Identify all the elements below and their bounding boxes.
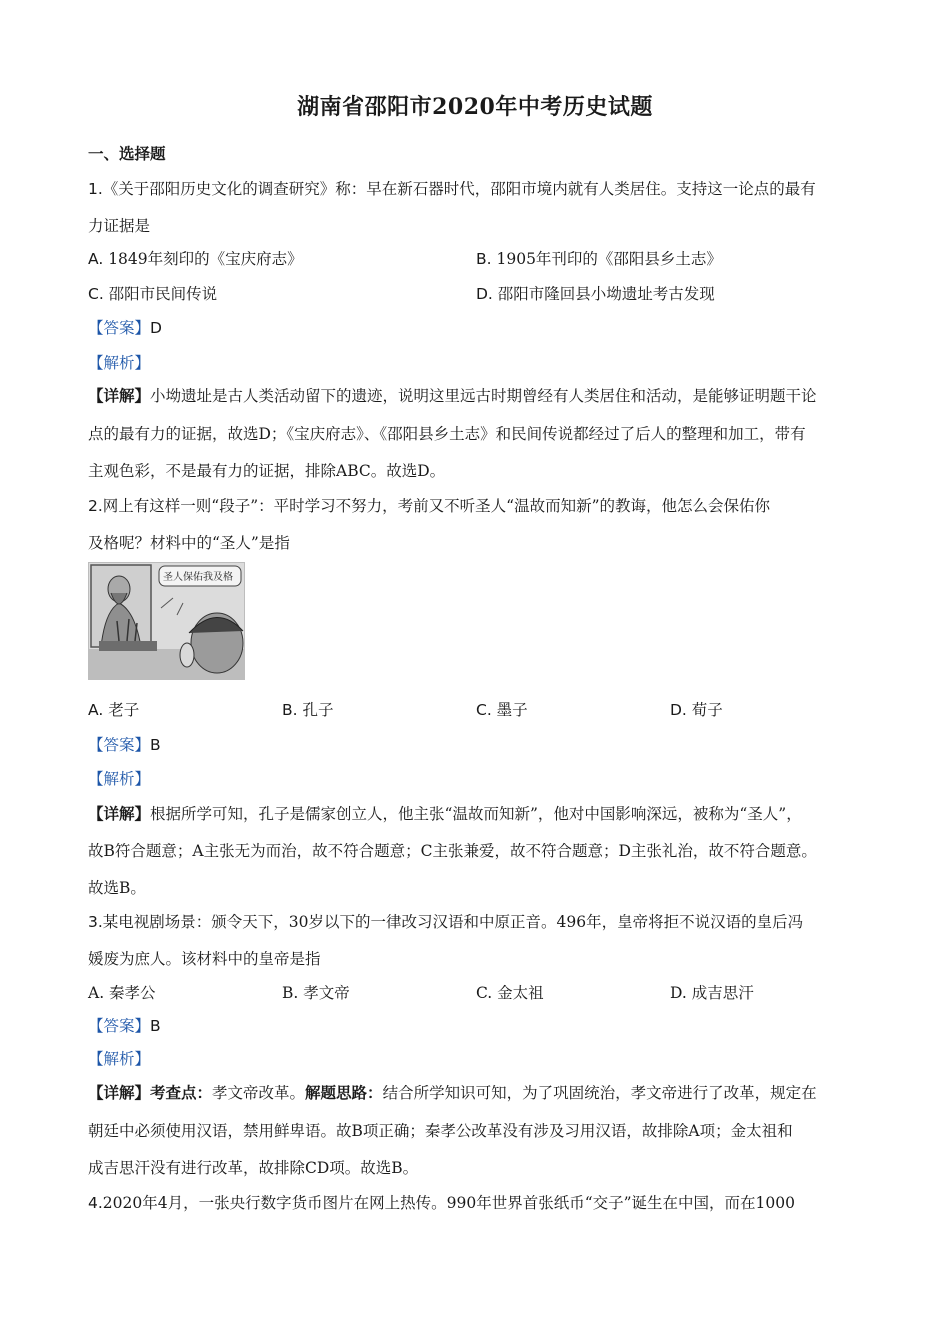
q3-detail: 【详解】考查点：孝文帝改革。解题思路：结合所学知识可知，为了巩固统治，孝文帝进行了改革，规定在 xyxy=(88,1083,817,1102)
page-title: 湖南省邵阳市2020年中考历史试题 xyxy=(297,94,653,120)
q3-detail-cont: 朝廷中必须使用汉语，禁用鲜卑语。故B项正确；秦孝公改革没有涉及习用汉语，故排除A项；金太祖和 xyxy=(88,1122,793,1140)
q1-detail: 【详解】小坳遗址是古人类活动留下的遗迹，说明这里远古时期曾经有人类居住和活动，是能够证明题干论 xyxy=(88,387,817,405)
question-4-stem: 4.2020年4月，一张央行数字货币图片在网上热传。990年世界首张纸币“交子”诞生在中国，而在1000 xyxy=(88,1194,795,1212)
confucius-cartoon-image xyxy=(88,562,245,680)
question-number: 1. xyxy=(88,180,103,198)
q2-detail: 【详解】根据所学可知，孔子是儒家创立人，他主张“温故而知新”，他对中国影响深远，被称为“圣人”， xyxy=(88,805,802,823)
q2-option-d: D. 荀子 xyxy=(670,701,723,719)
q3-analysis-label: 【解析】 xyxy=(88,1050,151,1068)
question-1-stem-cont: 力证据是 xyxy=(88,217,151,235)
q2-analysis-label: 【解析】 xyxy=(88,770,151,788)
question-3-stem-cont: 媛废为庶人。该材料中的皇帝是指 xyxy=(88,950,321,968)
question-2-stem: 2.网上有这样一则“段子”：平时学习不努力，考前又不听圣人“温故而知新”的教诲，他怎么会保佑你 xyxy=(88,497,770,515)
q1-option-a: A. 1849年刻印的《宝庆府志》 xyxy=(88,250,303,268)
q3-option-c: C. 金太祖 xyxy=(476,984,544,1002)
q1-detail-cont: 主观色彩，不是最有力的证据，排除ABC。故选D。 xyxy=(88,462,446,480)
q1-answer: 【答案】D xyxy=(88,319,162,337)
q1-option-d: D. 邵阳市隆回县小坳遗址考古发现 xyxy=(476,285,715,303)
q2-option-b: B. 孔子 xyxy=(282,701,334,719)
q1-option-b: B. 1905年刊印的《邵阳县乡土志》 xyxy=(476,250,722,268)
question-1-stem: 1.《关于邵阳历史文化的调查研究》称：早在新石器时代，邵阳市境内就有人类居住。支持这一论点的最有 xyxy=(88,180,816,198)
q3-option-a: A. 秦孝公 xyxy=(88,984,156,1002)
question-2-stem-cont: 及格呢？材料中的“圣人”是指 xyxy=(88,534,290,552)
q1-option-c: C. 邵阳市民间传说 xyxy=(88,285,218,303)
q1-detail-cont: 点的最有力的证据，故选D；《宝庆府志》、《邵阳县乡土志》和民间传说都经过了后人的整理和加工，带有 xyxy=(88,425,806,443)
q2-option-c: C. 墨子 xyxy=(476,701,528,719)
q1-analysis-label: 【解析】 xyxy=(88,354,151,372)
q2-detail-cont: 故B符合题意；A主张无为而治，故不符合题意；C主张兼爱，故不符合题意；D主张礼治，故不符合题意。 xyxy=(88,842,817,860)
question-3-stem: 3.某电视剧场景：颁令天下，30岁以下的一律改习汉语和中原正音。496年，皇帝将拒不说汉语的皇后冯 xyxy=(88,913,804,931)
q2-option-a: A. 老子 xyxy=(88,701,140,719)
q3-option-d: D. 成吉思汗 xyxy=(670,984,754,1002)
q3-option-b: B. 孝文帝 xyxy=(282,984,350,1002)
q3-answer: 【答案】B xyxy=(88,1017,161,1035)
q3-detail-cont: 成吉思汗没有进行改革，故排除CD项。故选B。 xyxy=(88,1159,419,1177)
cartoon-speech-text: 圣人保佑我及格 xyxy=(163,572,233,583)
q2-detail-cont: 故选B。 xyxy=(88,879,146,897)
section-heading: 一、选择题 xyxy=(88,144,166,163)
q2-answer: 【答案】B xyxy=(88,736,161,754)
